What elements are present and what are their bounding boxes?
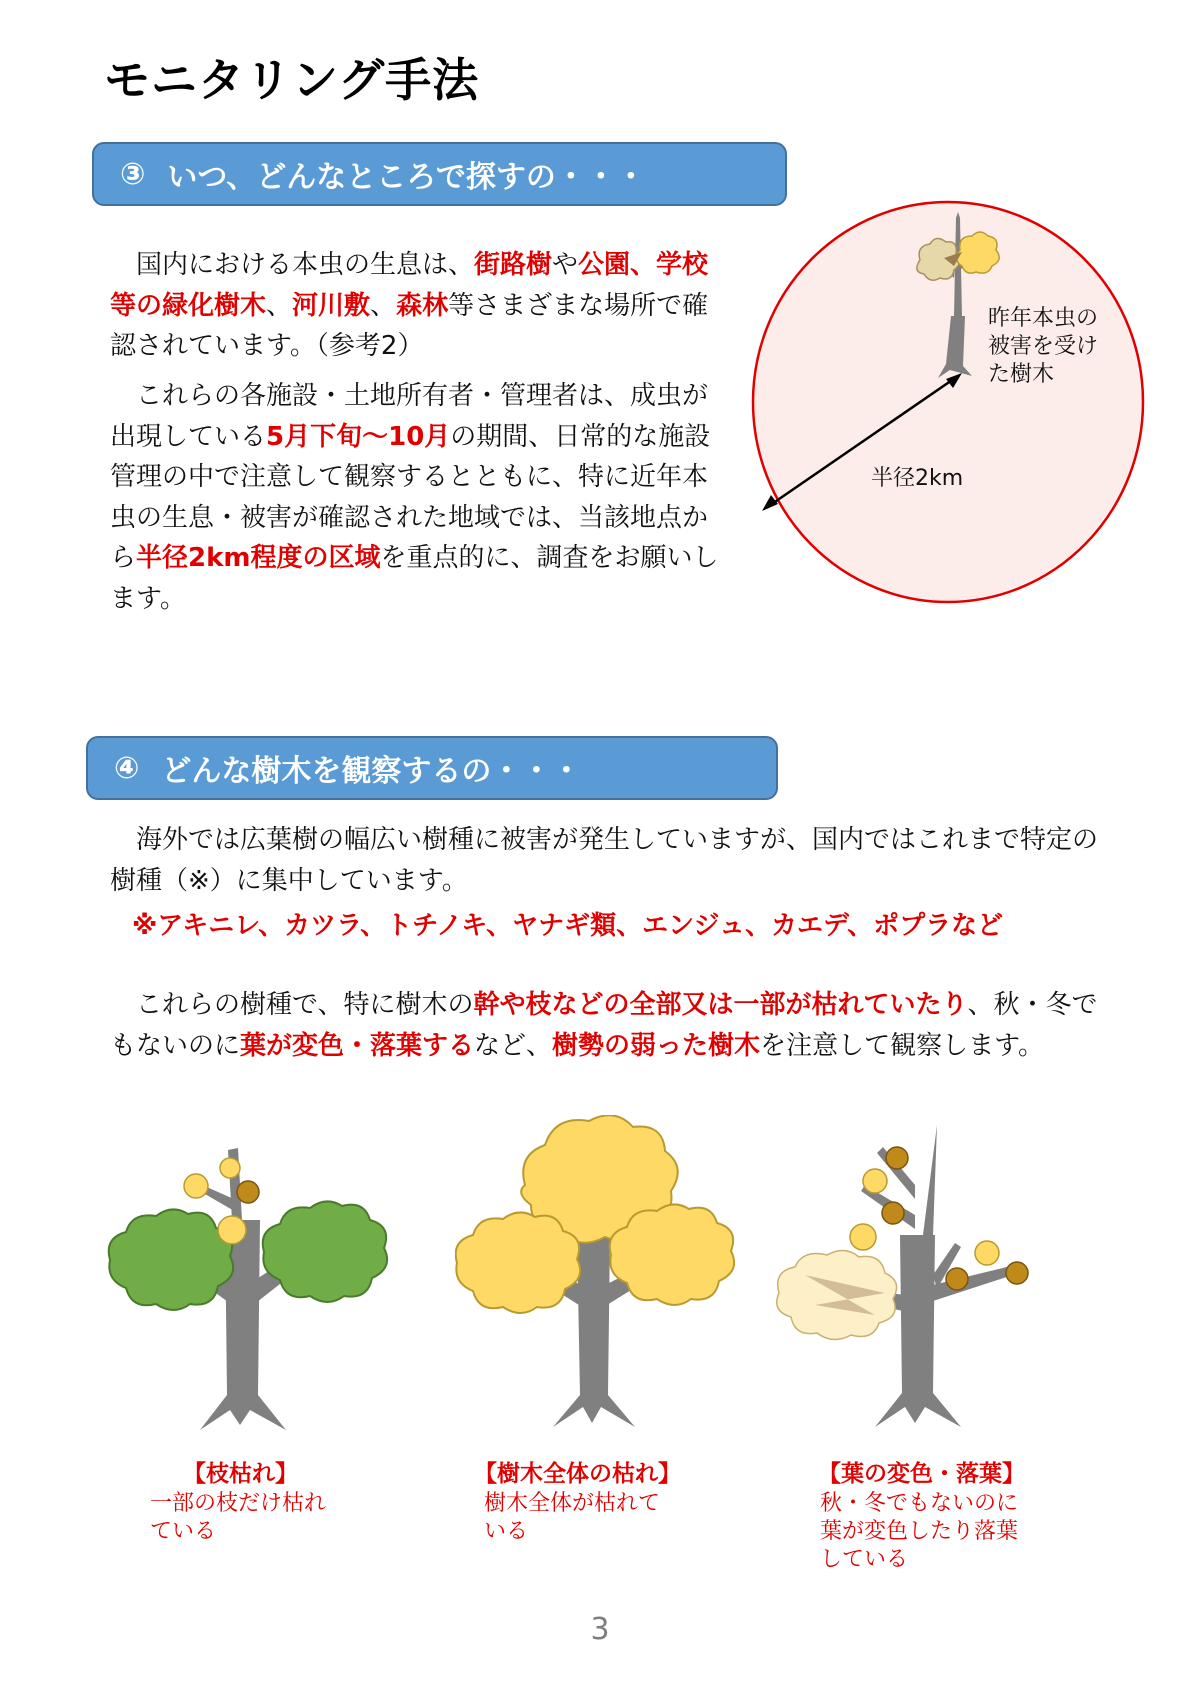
caption-1-line-1: 一部の枝だけ枯れ (150, 1491, 327, 1516)
caption-1-line-2: ている (150, 1519, 217, 1544)
caption-3-line-3: している (820, 1547, 909, 1572)
caption-2-title: 【樹木全体の枯れ】 (474, 1461, 681, 1487)
survey-radius-figure (748, 198, 1148, 608)
text-run: 、 (370, 290, 397, 321)
section-4-banner (86, 736, 778, 800)
caption-3-line-2: 葉が変色したり落葉 (820, 1519, 1019, 1544)
text-run: を重点的に、調査をお願いします。 (110, 543, 719, 614)
highlight-radius: 半径2km程度の区域 (136, 543, 381, 573)
section-3-paragraph-2 (110, 376, 722, 619)
highlight-dead-branches: 幹や枝などの全部又は一部が枯れていたり (473, 990, 968, 1020)
text-run: を注意して観察します。 (760, 1030, 1044, 1061)
section-3-banner (92, 142, 787, 206)
radius-label: 半径2km (871, 466, 964, 491)
text-run: 、 (266, 290, 293, 321)
section-4-paragraph-1: 海外では広葉樹の幅広い樹種に被害が発生していますが、国内ではこれまで特定の樹種（※）に集中しています。 (110, 825, 1099, 896)
highlight-leaf-discolor: 葉が変色・落葉する (240, 1030, 475, 1061)
text-run: 等さまざまな場所で確認されています。（参考2） (110, 290, 709, 361)
text-run: や (552, 250, 579, 280)
text-run: 国内における本虫の生息は、 (136, 250, 475, 280)
branch-dieback-tree-icon (100, 1140, 390, 1440)
text-run: など、 (474, 1030, 553, 1061)
tree-label-line-3: た樹木 (988, 362, 1055, 387)
section-4-heading: どんな樹木を観察するの・・・ (161, 754, 582, 789)
leaf-discoloration-tree-icon (765, 1125, 1065, 1435)
caption-3-line-1: 秋・冬でもないのに (820, 1491, 1019, 1516)
caption-3-title: 【葉の変色・落葉】 (818, 1461, 1025, 1487)
tree-label-line-2: 被害を受け (988, 334, 1099, 359)
highlight-forest: 森林 (396, 290, 449, 321)
text-run: これらの樹種で、特に樹木の (136, 990, 474, 1020)
species-note: ※アキニレ、カツラ、トチノキ、ヤナギ類、エンジュ、カエデ、ポプラなど (132, 911, 1004, 941)
highlight-period: 5月下旬～10月 (266, 421, 451, 452)
section-4-number: ④ (114, 750, 140, 786)
caption-2-line-2: いる (484, 1519, 529, 1544)
section-3-heading: いつ、どんなところで探すの・・・ (167, 160, 646, 195)
text-run: これらの各施設・土地所有者・管理者は、成虫が出現している (110, 381, 709, 452)
text-run: の期間、日常的な施設管理の中で注意して観察するとともに、特に近年本虫の生息・被害が確認された地域では、当該地点から (110, 421, 711, 573)
section-4-paragraph-2 (110, 985, 1120, 1066)
section-3-paragraph-1 (110, 245, 722, 367)
section-3-number: ③ (120, 156, 146, 192)
highlight-parks-schools: 公園、学校等の緑化樹木 (110, 250, 709, 321)
page-number: 3 (590, 1612, 610, 1647)
highlight-roadside-trees: 街路樹 (474, 250, 553, 280)
tree-label-line-1: 昨年本虫の (988, 306, 1099, 331)
whole-tree-dieback-icon (455, 1115, 745, 1435)
highlight-riverbed: 河川敷 (292, 290, 371, 321)
page-title: モニタリング手法 (104, 53, 480, 107)
caption-2-line-1: 樹木全体が枯れて (484, 1491, 661, 1516)
caption-1-title: 【枝枯れ】 (183, 1461, 298, 1487)
highlight-weak-trees: 樹勢の弱った樹木 (552, 1030, 761, 1061)
text-run: 、秋・冬でもないのに (110, 990, 1098, 1061)
